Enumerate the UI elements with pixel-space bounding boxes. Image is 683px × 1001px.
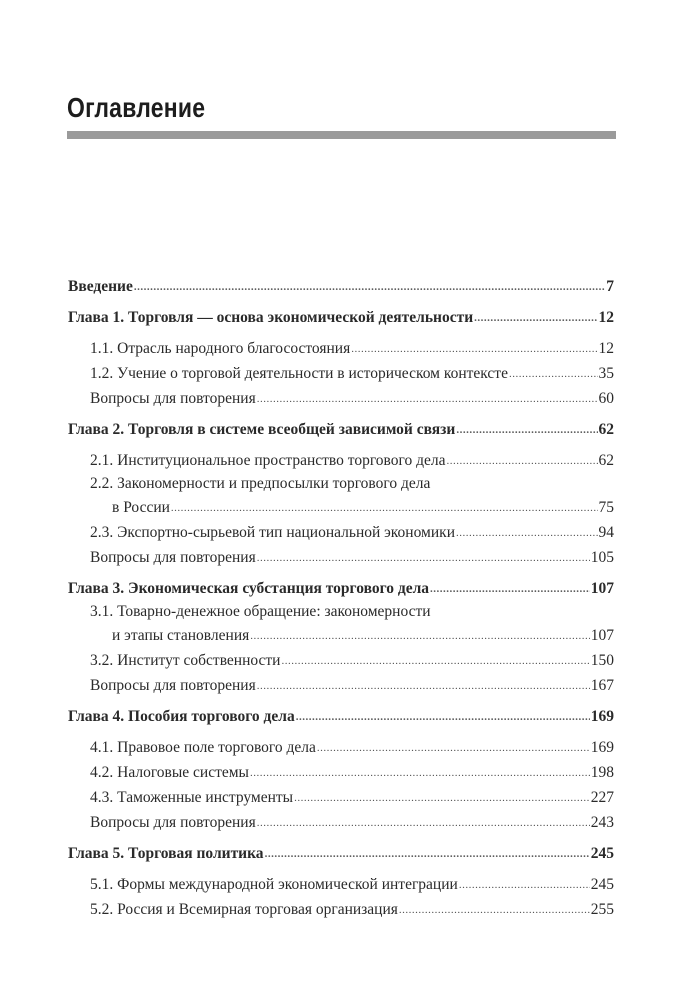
toc-entry-title: Глава 4. Пособия торгового дела [68,708,295,725]
dot-leader [447,456,598,470]
toc-entry-title: и этапы становления [112,627,250,644]
dot-leader [317,743,590,757]
page-title: Оглавление [67,92,206,123]
dot-leader [257,553,590,567]
toc-entry-title: 1.1. Отрасль народного благосостояния [90,340,351,357]
dot-leader [351,344,597,358]
toc-entry[interactable] [68,787,614,807]
page-number: 7 [606,278,614,295]
page-number: 12 [598,340,614,357]
page-number: 169 [590,739,614,756]
toc-entry-continuation [90,497,614,517]
toc-entry[interactable] [68,338,614,358]
dot-leader [456,528,598,542]
page-number: 107 [590,580,614,597]
toc-chapter[interactable] [68,706,614,726]
dot-leader [294,793,590,807]
toc-entry[interactable] [68,388,614,408]
page-number: 12 [598,309,614,326]
dot-leader [459,880,590,894]
toc-entry-title: Вопросы для повторения [90,549,256,566]
page-number: 243 [590,814,614,831]
toc-entry[interactable] [68,675,614,695]
toc-entry[interactable] [68,475,614,517]
page-number: 75 [598,499,614,516]
toc-entry[interactable] [68,812,614,832]
toc-entry-title: в России [112,499,170,516]
toc-entry-title: 5.2. Россия и Всемирная торговая организация [90,901,398,918]
toc-entry-title: Вопросы для повторения [90,814,256,831]
toc-entry-title: Вопросы для повторения [90,390,256,407]
toc-entry-title: 4.1. Правовое поле торгового дела [90,739,316,756]
toc-entry[interactable] [68,522,614,542]
page-number: 94 [598,524,614,541]
toc-entry[interactable] [68,737,614,757]
toc-entry-title: 5.1. Формы международной экономической интеграции [90,876,458,893]
page-number: 105 [590,549,614,566]
page-number: 62 [598,452,614,469]
title-rule [67,131,616,139]
toc-entry[interactable] [68,762,614,782]
toc-entry-title: Глава 1. Торговля — основа экономической деятельности [68,309,474,326]
dot-leader [265,849,590,863]
toc-entry-title: 3.1. Товарно-денежное обращение: закономерности [90,603,431,620]
dot-leader [456,425,597,439]
page-number: 245 [590,845,614,862]
dot-leader [281,656,589,670]
toc-entry-title: Глава 3. Экономическая субстанция торгового дела [68,580,430,597]
toc-entry-title: 2.3. Экспортно-сырьевой тип национальной экономики [90,524,455,541]
dot-leader [171,503,598,517]
table-of-contents [68,276,614,919]
dot-leader [257,681,590,695]
toc-entry-title: Глава 2. Торговля в системе всеобщей зависимой связи [68,421,456,438]
toc-entry[interactable] [68,899,614,919]
dot-leader [257,818,590,832]
dot-leader [474,313,597,327]
toc-entry[interactable] [68,650,614,670]
dot-leader [509,369,598,383]
dot-leader [250,631,589,645]
page-number: 60 [598,390,614,407]
toc-entry-title: 4.3. Таможенные инструменты [90,789,294,806]
page-number: 227 [590,789,614,806]
page-number: 255 [590,901,614,918]
toc-entry-continuation [90,625,614,645]
toc-chapter[interactable] [68,843,614,863]
page-number: 245 [590,876,614,893]
toc-entry[interactable] [68,547,614,567]
page-number: 198 [590,764,614,781]
toc-entry-title: 3.2. Институт собственности [90,652,281,669]
page-number: 35 [598,365,614,382]
toc-chapter[interactable] [68,419,614,439]
toc-entry-title: 4.2. Налоговые системы [90,764,249,781]
toc-chapter[interactable] [68,307,614,327]
dot-leader [296,712,590,726]
toc-entry[interactable] [68,450,614,470]
page-number: 169 [590,708,614,725]
toc-entry-title: Введение [68,278,133,295]
dot-leader [134,282,605,296]
toc-entry-title: Вопросы для повторения [90,677,256,694]
toc-chapter[interactable] [68,276,614,296]
toc-chapter[interactable] [68,578,614,598]
page-number: 62 [598,421,614,438]
toc-entry-title: Глава 5. Торговая политика [68,845,264,862]
toc-entry-title: 2.1. Институциональное пространство торгового дела [90,452,446,469]
toc-entry[interactable] [68,363,614,383]
dot-leader [250,768,590,782]
dot-leader [399,905,590,919]
page-number: 167 [590,677,614,694]
toc-entry[interactable] [68,603,614,645]
page-number: 150 [590,652,614,669]
toc-entry-title: 2.2. Закономерности и предпосылки торгового дела [90,475,431,492]
toc-entry[interactable] [68,874,614,894]
dot-leader [430,584,590,598]
dot-leader [257,394,598,408]
page-number: 107 [590,627,614,644]
toc-entry-title: 1.2. Учение о торговой деятельности в историческом контексте [90,365,508,382]
